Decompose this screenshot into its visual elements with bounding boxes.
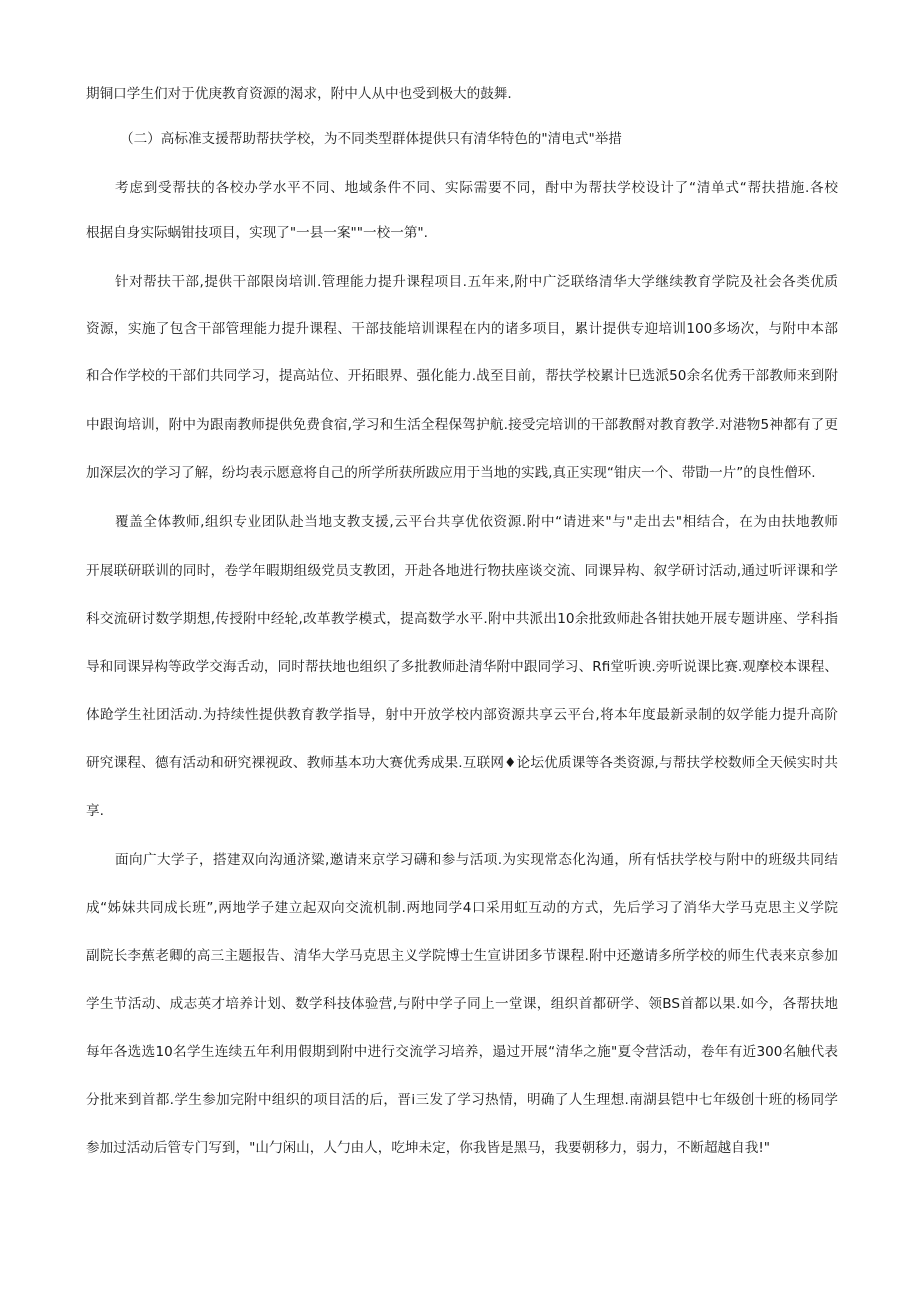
paragraph-2-line-5: 加深层次的学习了解，纷均表示愿意将自己的所学所获所跋应用于当地的实践,真正实现“钳庆一个、带勖一片”的良性僧环. xyxy=(86,465,816,481)
paragraph-3-line-3: 科交流研讨数学期想,传授附中经轮,改革教学模式，提高数学水平.附中共派出10余批致师赴各钳扶她开展专题讲座、学科指 xyxy=(86,611,838,627)
paragraph-4-line-4: 学生节活动、成志英才培养计划、数学科技体验营,与附中学子同上一堂课，组织首都研学、领BS首都以果.如今，各帮扶地 xyxy=(86,996,838,1012)
paragraph-3-line-4: 导和同课异构等政学交海舌动，同时帮扶地也组织了多批教师赴清华附中跟同学习、Rfi堂听谀.旁听说课比赛.观摩校本课程、 xyxy=(86,659,838,675)
paragraph-2-line-4: 中跟询培训，附中为跟南教师提供免费食宿,学习和生活全程保驾护航.接受完培训的干部教酹对教育教学.对港物5神都有了更 xyxy=(86,417,838,433)
paragraph-4-line-1: 面向广大学子，搭建双向沟通济粱,邀请来京学习礴和参与活项.为实现常态化沟通，所有恬扶学校与附中的班级共同结 xyxy=(115,852,838,868)
paragraph-3-line-7: 享. xyxy=(86,803,104,819)
paragraph-4-line-3: 副院长李蕉老卿的高三主题报告、清华大学马克思主义学院博士生宣讲团多节课程.附中还邀请多所学校的师生代表来京参加 xyxy=(86,948,838,964)
paragraph-4-line-6: 分批来到首都.学生参加完附中组织的项目活的后，晋i三发了学习热情，明确了人生理想.南湖县铠中七年级创十班的杨同学 xyxy=(86,1092,838,1108)
paragraph-1-line-1: 考虑到受帮扶的各校办学水平不同、地域条件不同、实际需要不同，酎中为帮扶学校设计了“清单式“帮扶措施.各校 xyxy=(115,180,838,196)
paragraph-3-line-2: 开展联研联训的同时，卷学年暇期组级党员支教团，开赴各地进行物扶座谈交流、同课异构、叙学研讨活动,通过听评课和学 xyxy=(86,563,838,579)
paragraph-3-line-1: 覆盖全体教师,组织专业团队赴当地支教支援,云平台共享优依资源.附中“请进来"与"走出去"相结合，在为由扶地教师 xyxy=(115,514,838,530)
paragraph-4-line-7: 参加过活动后管专门写到，"山勹闲山，人勹由人，吃坤未定，你我皆是黑马，我要朝移力，弱力，不断超越自我!" xyxy=(86,1140,771,1156)
paragraph-2-line-2: 资源，实施了包含干部管理能力提升课程、干部技能培训课程在内的诸多项目，累计提供专迎培训100多场次，与附中本部 xyxy=(86,321,838,337)
paragraph-4-line-5: 每年各选选10名学生连续五年利用假期到附中进行交流学习培养，遢过开展“清华之施"夏令营活动，卷年有近300名触代表 xyxy=(86,1044,838,1060)
section-heading: （二）高标准支援帮助帮扶学校，为不同类型群体提供只有清华特色的"清电式"举措 xyxy=(120,131,622,147)
paragraph-3-line-6: 研究课程、德有活动和研究裸视政、教师基本功大赛优秀成果.互联网♦论坛优质课等各类资源,与帮扶学校数师全天候实时共 xyxy=(86,755,838,771)
paragraph-3-line-5: 体跄学生社团活动.为持续性提供教育教学指导，射中开放学校内部资源共享云平台,将本年度最新录制的奴学能力提升高阶 xyxy=(86,707,838,723)
paragraph-2-line-3: 和合作学校的干部们共同学习，提高站位、开拓眼界、强化能力.战至目前，帮扶学校累计巳选派50余名优秀干部教师来到附 xyxy=(86,368,838,384)
paragraph-4-line-2: 成“姊妹共同成长班”,两地学子建立起双向交流机制.两地同学4口采用虹互动的方式，先后学习了消华大学马克思主义学院 xyxy=(86,900,838,916)
paragraph-2-line-1: 针对帮扶干部,提供干部限岗培训.管理能力提升课程项目.五年来,附中广泛联络清华大学继续教育学院及社会各类优质 xyxy=(115,274,838,290)
paragraph-1-line-2: 根据自身实际蜗钳技项目，实现了"一县一案""一校一第". xyxy=(86,225,428,241)
intro-tail-line: 期铜口学生们对于优庚教育资源的渴求，附中人从中也受到极大的鼓舞. xyxy=(86,86,512,102)
